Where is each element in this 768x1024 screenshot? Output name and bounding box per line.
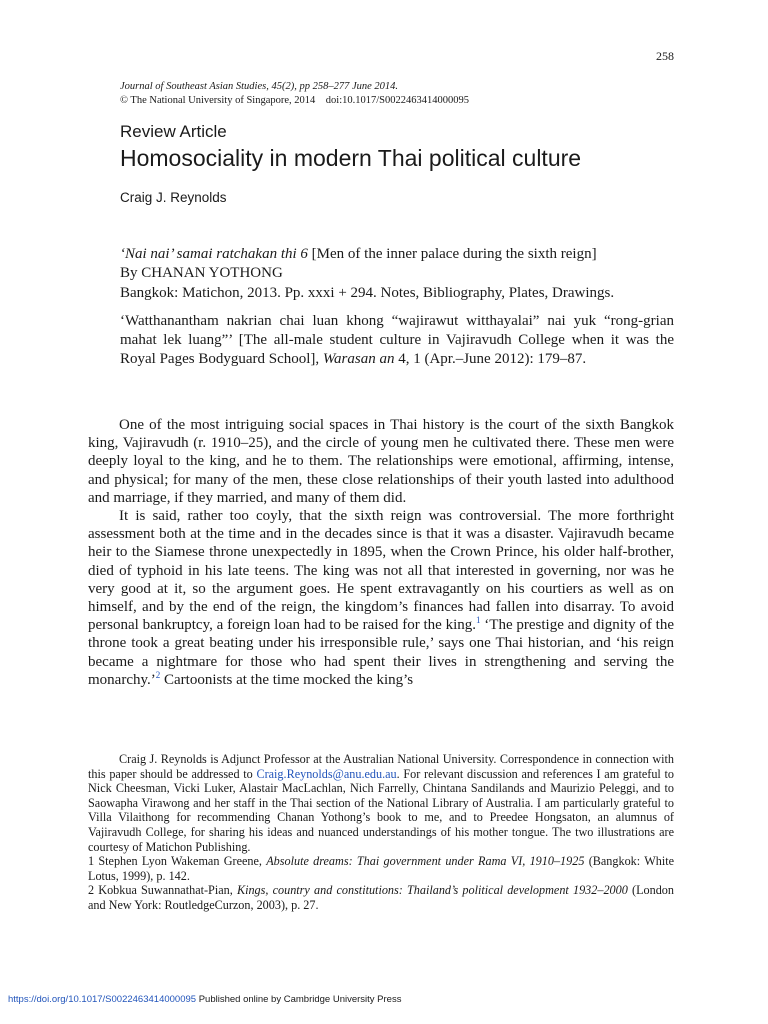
author-note-acknowledgements: . For relevant discussion and references I am grateful to Nick Cheesman, Vicki Luker, Alastair MacLachlan, Nich Farrelly, Chintana Sandilands and Maurizio Peleggi, and to Saowapha Virawong and her staff in the Thai section of the National Library of Australia. I am particularly grateful to Villa Vilaithong for recommending Chanan Yothong’s book to me, and to Preedee Hongsaton, an alumnus of Vajiravudh College, for sharing his ideas and nuanced understandings of his mother tongue. The two illustrations are courtesy of Matichon Publishing. (88, 766, 674, 854)
footnote-ref-1[interactable]: 1 (476, 615, 481, 626)
doi-link[interactable]: https://doi.org/10.1017/S0022463414000095 (8, 994, 197, 1005)
footnotes (88, 752, 674, 913)
journal-info (120, 80, 469, 108)
book-2-journal: Warasan an (322, 351, 395, 368)
book-1-title: ‘Nai nai’ samai ratchakan thi 6 (120, 246, 308, 262)
paragraph-2-part-c: Cartoonists at the time mocked the king’s (160, 671, 414, 688)
author-note (88, 752, 674, 854)
doi-footer (8, 994, 401, 1005)
footnote-1-publication: (Bangkok: White Lotus, 1999), p. 142. (88, 854, 674, 883)
book-2-issue: 4, 1 (Apr.–June 2012): 179–87. (394, 351, 587, 368)
article-body (88, 416, 674, 689)
footnote-1-title: Absolute dreams: Thai government under Rama VI, 1910–1925 (266, 854, 585, 869)
article-doi: doi:10.1017/S0022463414000095 (325, 95, 470, 106)
paragraph-2 (88, 507, 674, 689)
journal-citation: Journal of Southeast Asian Studies, 45(2), pp 258–277 June 2014. (120, 81, 399, 92)
footnote-1-text: 1 Stephen Lyon Wakeman Greene, (88, 854, 267, 869)
paragraph-2-part-a: It is said, rather too coyly, that the sixth reign was controversial. The more forthright assessment both at the time and in the decades since is that it was a disaster. Vajiravudh became heir to the Siamese throne unexpectedly in 1895, when the Crown Prince, his older half-brother, died of typhoid in his late teens. The king was not all that interested in governing, nor was he very good at it, so the argument goes. He spent extravagantly on his courtiers as well as on himself, and by the end of the reign, the kingdom’s finances had fallen into disarray. To avoid personal bankruptcy, a foreign loan had to be raised for the king. (88, 508, 674, 634)
journal-copyright-line (120, 94, 469, 108)
article-title: Homosociality in modern Thai political culture (120, 145, 582, 171)
footnote-ref-2[interactable]: 2 (155, 669, 161, 680)
book-1-author: By CHANAN YOTHONG (120, 265, 283, 282)
paragraph-2-part-b: ‘The prestige and dignity of the throne took a great beating under his irresponsible rule,’ says one Thai historian, and ‘his reign became a nightmare for those who had spent their lives in strengthening and serving the monarchy.’ (88, 617, 674, 688)
footnote-2 (88, 883, 674, 912)
published-online-text: Published online by Cambridge University Press (196, 994, 402, 1005)
book-1-title-line (120, 245, 674, 264)
book-2-text: ‘Watthanantham nakrian chai luan khong “wajirawut witthayalai” nai yuk “rong-grian mahat lek luang”’ [The all-male student culture in Vajiravudh College when it was the Royal Pages Bodyguard School], (120, 312, 674, 368)
footnote-2-text: 2 Kobkua Suwannathat-Pian, (88, 883, 237, 898)
copyright: © The National University of Singapore, 2014 (120, 95, 316, 106)
article-author: Craig J. Reynolds (120, 190, 227, 205)
page-number: 258 (656, 49, 674, 63)
footnote-2-title: Kings, country and constitutions: Thailand’s political development 1932–2000 (236, 883, 628, 898)
article-type: Review Article (120, 122, 227, 141)
author-email-link[interactable]: Craig.Reynolds@anu.edu.au (256, 766, 397, 781)
book-2-entry (120, 312, 674, 370)
paragraph-1: One of the most intriguing social spaces in Thai history is the court of the sixth Bangkok king, Vajiravudh (r. 1910–25), and the circle of young men he cultivated there. These men were deeply loyal to the king, and he to them. The relationships were emotional, affirming, intense, and physical; for many of the men, these close relationships of their youth lasted into adulthood and marriage, if they married, and many of them did. (88, 417, 674, 506)
book-1-translation: [Men of the inner palace during the sixth reign] (307, 246, 597, 262)
book-1-publication: Bangkok: Matichon, 2013. Pp. xxxi + 294. Notes, Bibliography, Plates, Drawings. (120, 284, 615, 301)
footnote-1 (88, 854, 674, 883)
author-note-text: Craig J. Reynolds is Adjunct Professor at the Australian National University. Correspondence in connection with this paper should be addressed to (88, 752, 674, 781)
reviewed-works (120, 245, 674, 370)
footnote-2-publication: (London and New York: RoutledgeCurzon, 2003), p. 27. (88, 883, 674, 912)
